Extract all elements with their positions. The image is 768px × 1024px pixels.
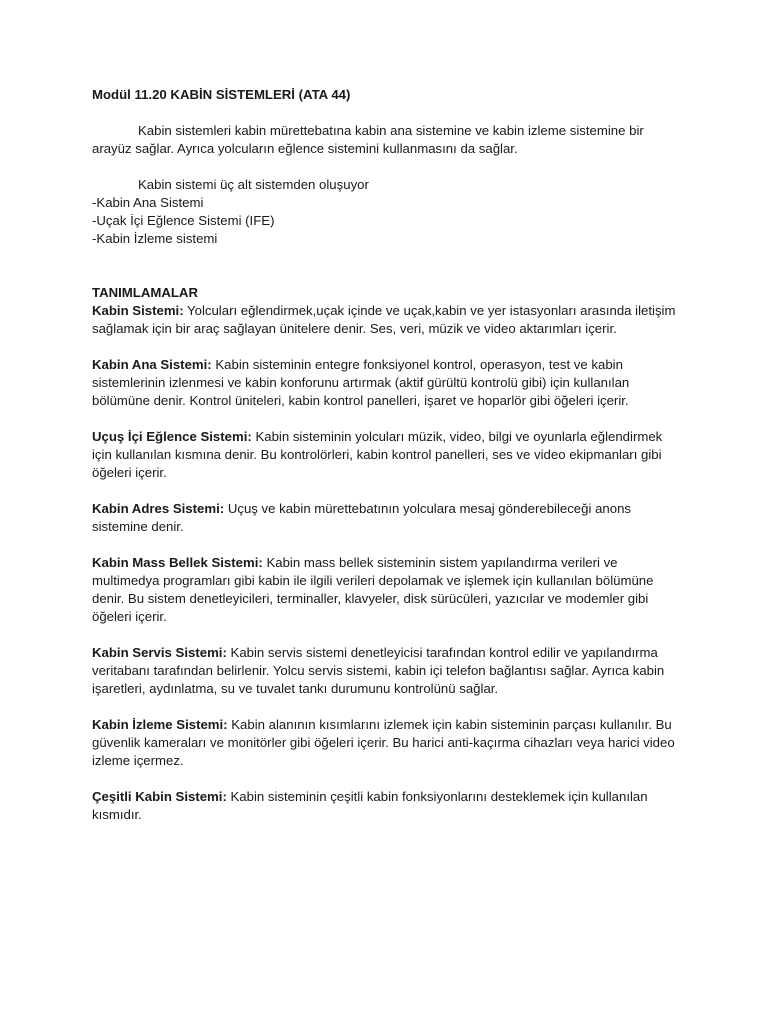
subsystem-item: -Kabin Ana Sistemi xyxy=(92,195,204,210)
spacer xyxy=(92,536,682,554)
definition-text: Kabin sisteminin entegre fonksiyonel kontrol, operasyon, test ve kabin sistemlerinin izlenmesi ve kabin konforunu artırmak (aktif gürültü kontrolü gibi) için kullanılan bölümüne denir. Kontrol üniteleri, kabin kontrol panelleri, işaret ve hoparlör gibi öğeleri içerir. xyxy=(92,357,630,408)
definition-text: Uçuş ve kabin mürettebatının yolculara mesaj gönderebileceği anons sistemine denir. xyxy=(92,501,632,534)
definition-term: Kabin Servis Sistemi: xyxy=(92,645,227,660)
definition-text: Kabin sisteminin çeşitli kabin fonksiyonlarını desteklemek için kullanılan kısmıdır. xyxy=(92,789,648,822)
definition-text: Kabin alanının kısımlarını izlemek için kabin sisteminin parçası kullanılır. Bu güvenlik kameraları ve monitörler gibi öğeleri içerir. Bu harici anti-kaçırma cihazları veya harici video izleme içermez. xyxy=(92,717,675,768)
definition-text: Kabin mass bellek sisteminin sistem yapılandırma verileri ve multimedya programları gibi kabin ile ilgili verileri depolamak ve işlemek için kullanılan bölümüne denir. Bu sistem denetleyicileri, terminaller, klavyeler, disk sürücüleri, yazıcılar ve modemler gibi öğeleri içerir. xyxy=(92,555,654,624)
document-title: Modül 11.20 KABİN SİSTEMLERİ (ATA 44) xyxy=(92,87,351,102)
definition-term: Kabin İzleme Sistemi: xyxy=(92,717,228,732)
spacer xyxy=(92,698,682,716)
spacer xyxy=(92,770,682,788)
spacer xyxy=(92,626,682,644)
definition-text: Kabin sisteminin yolcuları müzik, video, bilgi ve oyunlarla eğlendirmek için kullanılan kısmına denir. Bu kontrolörleri, kabin kontrol panelleri, ses ve video ekipmanları gibi öğeleri içerir. xyxy=(92,429,663,480)
definition-term: Kabin Adres Sistemi: xyxy=(92,501,225,516)
definition-kabin-servis-sistemi xyxy=(92,644,682,698)
definition-kabin-mass-bellek xyxy=(92,554,682,626)
intro-paragraph: Kabin sistemleri kabin mürettebatına kabin ana sistemine ve kabin izleme sistemine bir arayüz sağlar. Ayrıca yolcuların eğlence sistemini kullanmasını da sağlar. xyxy=(92,123,644,156)
subsystems-intro: Kabin sistemi üç alt sistemden oluşuyor xyxy=(138,177,369,192)
definition-term: Kabin Sistemi: xyxy=(92,303,184,318)
definition-kabin-sistemi xyxy=(92,302,682,338)
spacer xyxy=(92,338,682,356)
definition-term: Çeşitli Kabin Sistemi: xyxy=(92,789,227,804)
subsystem-item: -Uçak İçi Eğlence Sistemi (IFE) xyxy=(92,213,275,228)
subsystem-item: -Kabin İzleme sistemi xyxy=(92,231,218,246)
definition-term: Uçuş İçi Eğlence Sistemi: xyxy=(92,429,252,444)
definition-text: Kabin servis sistemi denetleyicisi tarafından kontrol edilir ve yapılandırma veritabanı tarafından belirlenir. Yolcu servis sistemi, kabin içi telefon bağlantısı sağlar. Ayrıca kabin işaretleri, aydınlatma, su ve tuvalet tankı durumunu kontrolünü sağlar. xyxy=(92,645,665,696)
definitions-heading: TANIMLAMALAR xyxy=(92,285,198,300)
spacer xyxy=(92,104,682,122)
definition-ucus-ici-eglence xyxy=(92,428,682,482)
spacer xyxy=(92,158,682,176)
definition-kabin-adres-sistemi xyxy=(92,500,682,536)
spacer xyxy=(92,482,682,500)
definition-term: Kabin Ana Sistemi: xyxy=(92,357,212,372)
definition-cesitli-kabin-sistemi xyxy=(92,788,682,824)
definition-term: Kabin Mass Bellek Sistemi: xyxy=(92,555,263,570)
spacer xyxy=(92,410,682,428)
spacer xyxy=(92,248,682,284)
definition-kabin-ana-sistemi xyxy=(92,356,682,410)
document-page xyxy=(92,86,682,824)
definition-kabin-izleme-sistemi xyxy=(92,716,682,770)
definition-text: Yolcuları eğlendirmek,uçak içinde ve uçak,kabin ve yer istasyonları arasında iletişim sağlamak için bir araç sağlayan ünitelere denir. Ses, veri, müzik ve video aktarımları içerir. xyxy=(92,303,676,336)
